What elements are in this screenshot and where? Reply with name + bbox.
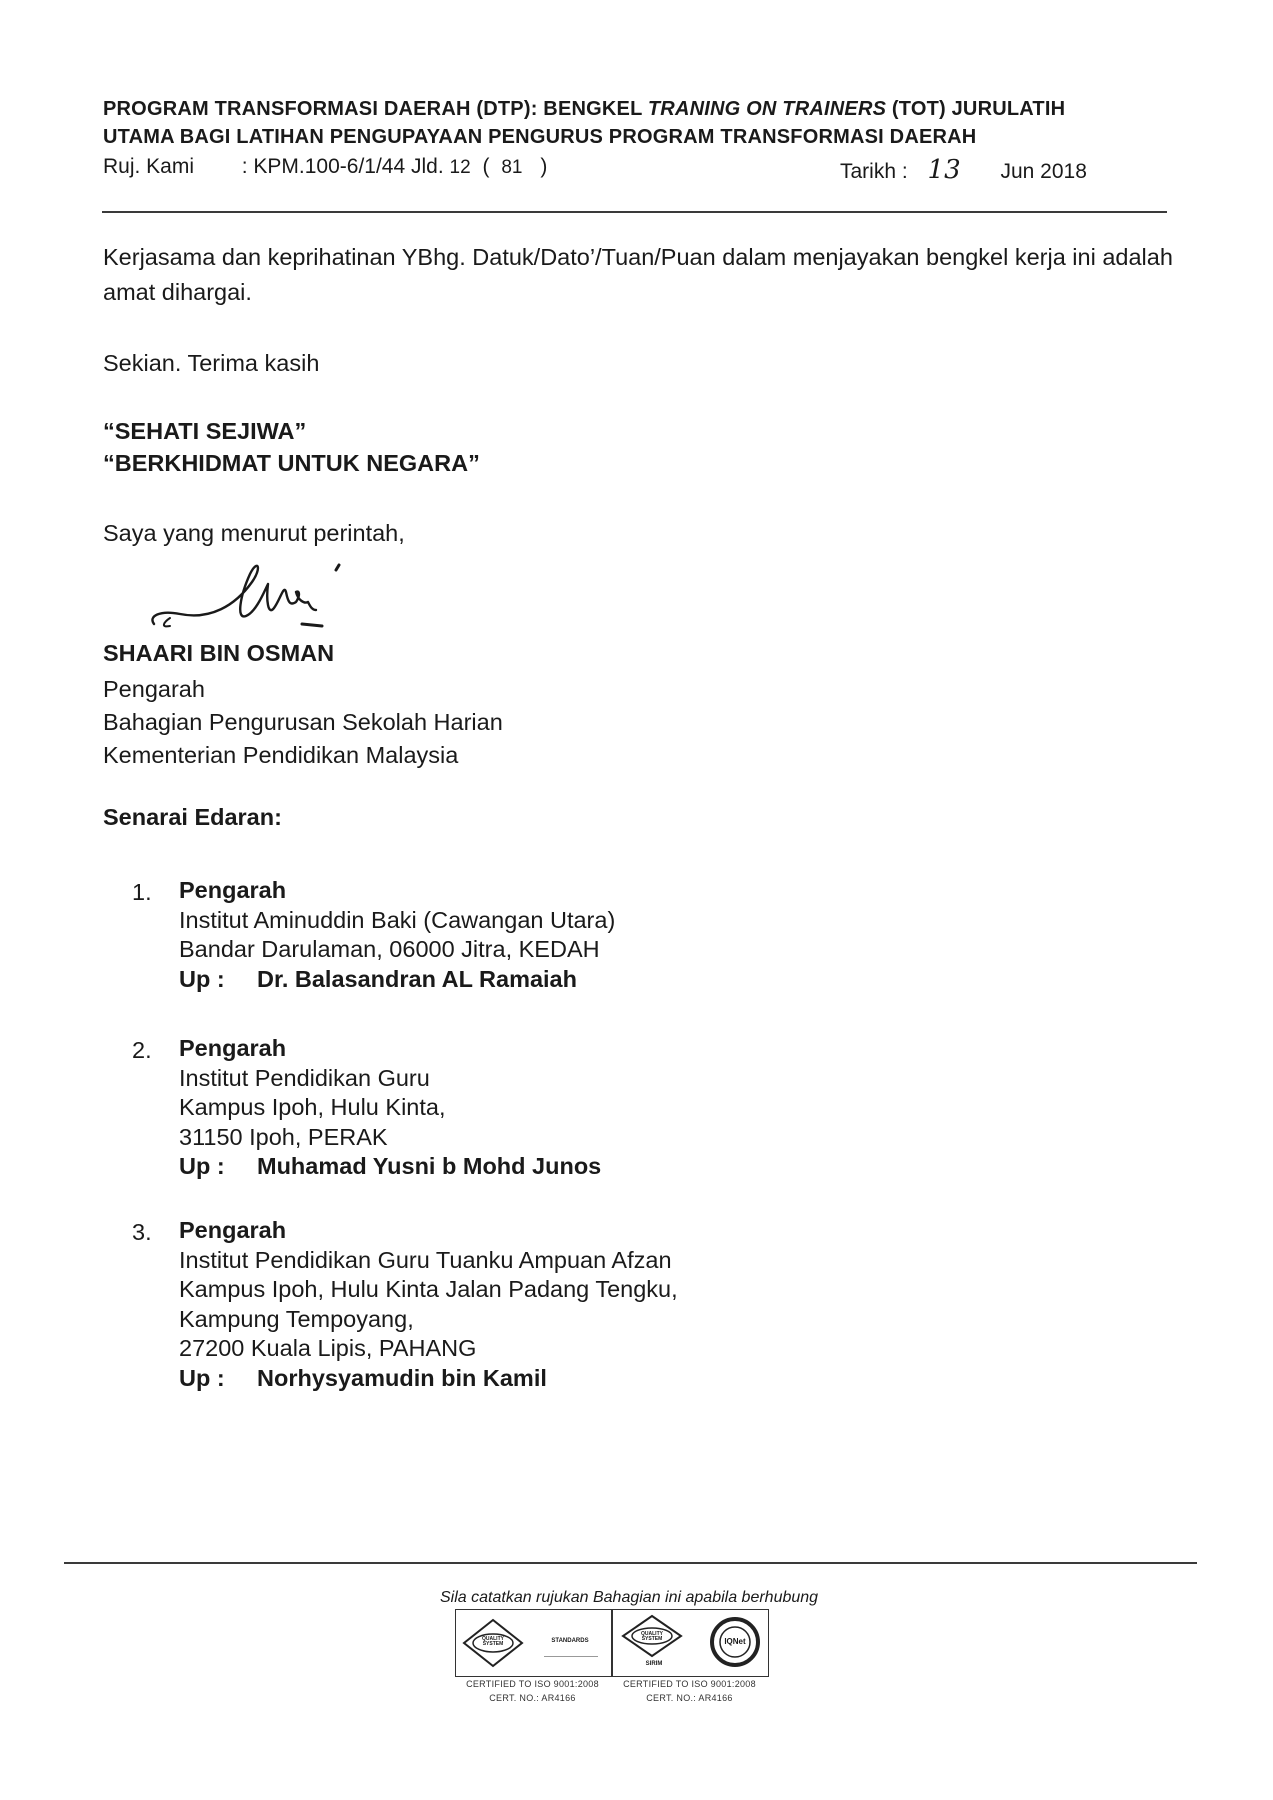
list-item-number: 3. xyxy=(132,1219,152,1245)
date-day: 13 xyxy=(927,155,961,185)
cert-right-line-2: CERT. NO.: AR4166 xyxy=(646,1693,733,1703)
signature-image xyxy=(140,540,360,632)
certification-logo-left xyxy=(455,1609,612,1677)
certification-text-right xyxy=(612,1679,767,1703)
footer-divider xyxy=(64,1562,1197,1564)
up-label: Up : xyxy=(179,1153,225,1179)
motto-1: “SEHATI SEJIWA” xyxy=(103,418,307,444)
signatory-division: Bahagian Pengurusan Sekolah Harian xyxy=(103,709,503,735)
motto-2: “BERKHIDMAT UNTUK NEGARA” xyxy=(103,450,480,476)
ref-jld: 12 xyxy=(449,157,471,178)
list-item xyxy=(179,1034,601,1182)
header-line-1-b: (TOT) JURULATIH xyxy=(886,98,1066,120)
closing-text: Sekian. Terima kasih xyxy=(103,350,320,376)
logo-left-underline xyxy=(544,1656,598,1657)
signatory-ministry: Kementerian Pendidikan Malaysia xyxy=(103,742,459,768)
list-item-up xyxy=(179,965,615,995)
list-item-line: Kampus Ipoh, Hulu Kinta, xyxy=(179,1094,446,1120)
certification-text-left xyxy=(455,1679,610,1703)
ref-open: ( xyxy=(482,155,490,178)
signatory-block xyxy=(103,673,503,772)
list-item-line: Institut Pendidikan Guru Tuanku Ampuan Afzan xyxy=(179,1246,672,1273)
up-label: Up : xyxy=(179,965,225,992)
logo-right-quality-text: QUALITY SYSTEM xyxy=(641,1631,663,1642)
list-item-up xyxy=(179,1152,601,1182)
signatory-name: SHAARI BIN OSMAN xyxy=(103,640,335,666)
list-item-line: 31150 Ipoh, PERAK xyxy=(179,1123,388,1150)
ref-number: 81 xyxy=(501,157,523,178)
logo-right-iqnet-text: IQNet xyxy=(724,1637,746,1646)
up-value: Dr. Balasandran AL Ramaiah xyxy=(257,965,577,992)
list-item-line: Kampung Tempoyang, xyxy=(179,1305,414,1332)
header-line-1-a: PROGRAM TRANSFORMASI DAERAH (DTP): BENGKEL xyxy=(103,98,648,120)
header-divider xyxy=(102,211,1167,213)
list-item-up xyxy=(179,1364,678,1394)
signatory-title: Pengarah xyxy=(103,676,205,702)
list-item-number: 1. xyxy=(132,879,152,905)
cert-left-line-2: CERT. NO.: AR4166 xyxy=(489,1693,576,1703)
list-item-number: 2. xyxy=(132,1037,152,1063)
list-item xyxy=(179,876,615,994)
header-line-1 xyxy=(103,98,1183,121)
header-line-2: UTAMA BAGI LATIHAN PENGUPAYAAN PENGURUS PROGRAM TRANSFORMASI DAERAH xyxy=(103,126,977,148)
list-item-line: Institut Pendidikan Guru xyxy=(179,1064,430,1091)
body-paragraph: Kerjasama dan keprihatinan YBhg. Datuk/Dato’/Tuan/Puan dalam menjayakan bengkel kerja ini adalah amat dihargai. xyxy=(103,244,1173,305)
cert-right-line-1: CERTIFIED TO ISO 9001:2008 xyxy=(623,1679,756,1689)
footer-note: Sila catatkan rujukan Bahagian ini apabila berhubung xyxy=(440,1589,819,1606)
list-item xyxy=(179,1216,678,1393)
ref-value: : KPM.100-6/1/44 Jld. xyxy=(241,155,444,178)
date-label: Tarikh : xyxy=(840,160,908,183)
ref-label: Ruj. Kami xyxy=(103,155,195,178)
up-value: Muhamad Yusni b Mohd Junos xyxy=(257,1153,602,1179)
up-label: Up : xyxy=(179,1364,225,1391)
reference-line xyxy=(103,155,547,179)
up-value: Norhysyamudin bin Kamil xyxy=(257,1364,547,1391)
list-item-line: Institut Aminuddin Baki (Cawangan Utara) xyxy=(179,906,616,933)
cert-left-line-1: CERTIFIED TO ISO 9001:2008 xyxy=(466,1679,599,1689)
list-item-title: Pengarah xyxy=(179,1217,287,1243)
logo-left-standards-text: STANDARDS xyxy=(551,1638,589,1644)
list-item-line: 27200 Kuala Lipis, PAHANG xyxy=(179,1335,477,1361)
logo-right-sirim-text: SIRIM xyxy=(645,1661,663,1667)
logo-left-quality-text: QUALITY SYSTEM xyxy=(482,1636,504,1647)
list-item-title: Pengarah xyxy=(179,877,287,903)
header-line-1-italic: TRANING ON TRAINERS xyxy=(647,98,887,120)
ref-close: ) xyxy=(540,155,548,178)
list-item-line: Bandar Darulaman, 06000 Jitra, KEDAH xyxy=(179,936,600,962)
date-line xyxy=(840,155,1087,185)
list-item-line: Kampus Ipoh, Hulu Kinta Jalan Padang Tengku, xyxy=(179,1276,678,1302)
list-item-title: Pengarah xyxy=(179,1035,287,1061)
distribution-heading: Senarai Edaran: xyxy=(103,804,282,830)
certification-logo-right xyxy=(612,1609,769,1677)
order-text: Saya yang menurut perintah, xyxy=(103,520,405,546)
date-rest: Jun 2018 xyxy=(1000,160,1087,183)
